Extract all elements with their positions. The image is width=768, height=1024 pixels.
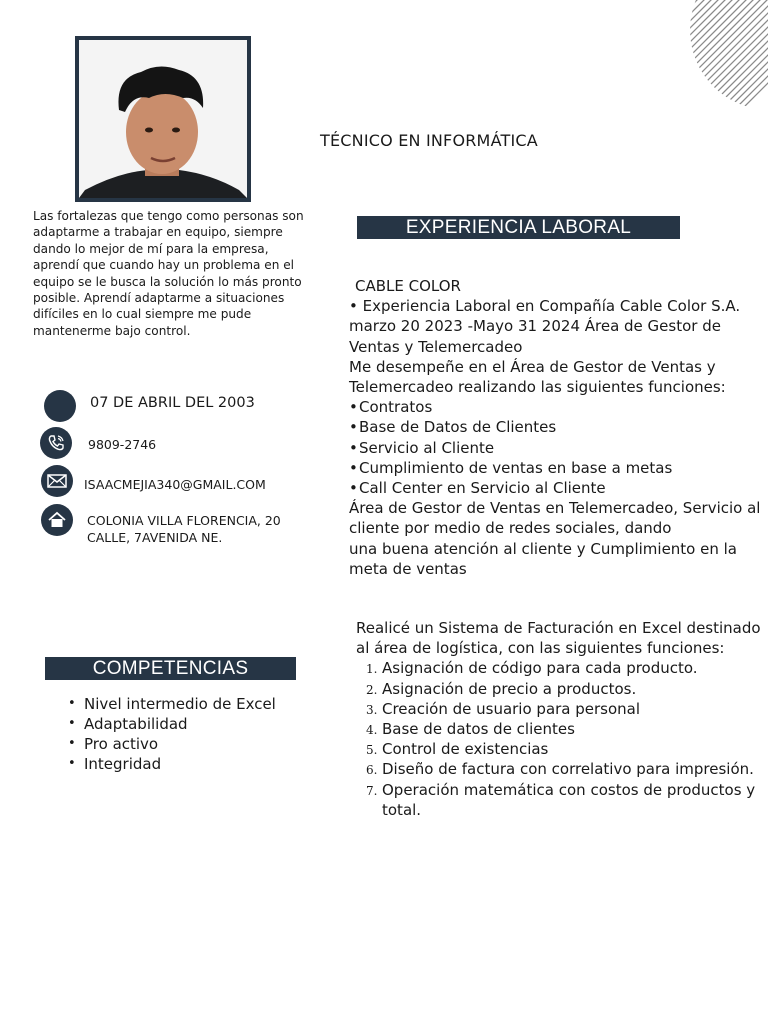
billing-list <box>356 658 761 820</box>
function-item: • Cumplimiento de ventas en base a metas <box>349 458 761 478</box>
email: ISAACMEJIA340@GMAIL.COM <box>84 477 266 492</box>
function-item: • Servicio al Cliente <box>349 438 761 458</box>
profile-photo <box>75 36 251 202</box>
billing-item: 1. Asignación de código para cada producto. <box>366 659 698 678</box>
mail-icon <box>41 465 73 497</box>
billing-item: 2. Asignación de precio a productos. <box>366 679 637 698</box>
experience-block <box>349 276 761 579</box>
birthdate: 07 DE ABRIL DEL 2003 <box>90 395 255 411</box>
phone-icon <box>40 427 72 459</box>
person-illustration <box>79 40 247 198</box>
skill-item: • Adaptabilidad <box>66 714 296 734</box>
experience-summary: • Experiencia Laboral en Compañía Cable Color S.A. marzo 20 2023 -Mayo 31 2024 Área de Gestor de Ventas y Telemercadeo <box>349 297 741 356</box>
calendar-icon <box>44 390 76 422</box>
skill-item: • Pro activo <box>66 734 296 754</box>
phone-number: 9809-2746 <box>88 437 157 452</box>
billing-item: 7. Operación matemática con costos de productos y total. <box>366 780 756 819</box>
billing-item: 6. Diseño de factura con correlativo para impresión. <box>366 760 754 779</box>
experience-closing-2: una buena atención al cliente y Cumplimiento en la meta de ventas <box>349 539 737 578</box>
billing-block <box>356 618 761 820</box>
skill-item: • Integridad <box>66 754 296 774</box>
experience-heading: EXPERIENCIA LABORAL <box>357 216 680 239</box>
function-item: • Contratos <box>349 397 761 417</box>
billing-intro: Realicé un Sistema de Facturación en Excel destinado al área de logística, con las siguientes funciones: <box>356 619 761 658</box>
experience-intro: Me desempeñe en el Área de Gestor de Ventas y Telemercadeo realizando las siguientes funciones: <box>349 357 726 397</box>
billing-item: 5. Control de existencias <box>366 740 549 759</box>
address-line-1: COLONIA VILLA FLORENCIA, 20 <box>87 513 281 528</box>
home-icon <box>41 504 73 536</box>
skills-heading: COMPETENCIAS <box>45 657 296 680</box>
company-name: CABLE COLOR <box>355 277 461 295</box>
decorative-hatched-circle <box>690 0 768 110</box>
skill-item: • Nivel intermedio de Excel <box>66 694 296 714</box>
function-item: • Base de Datos de Clientes <box>349 417 761 437</box>
job-title: TÉCNICO EN INFORMÁTICA <box>320 131 538 150</box>
skills-list <box>66 694 296 774</box>
address-line-2: CALLE, 7AVENIDA NE. <box>87 530 223 545</box>
billing-item: 3. Creación de usuario para personal <box>366 699 641 718</box>
experience-closing-1: Área de Gestor de Ventas en Telemercadeo, Servicio al cliente por medio de redes sociales, dando <box>349 499 761 538</box>
function-item: • Call Center en Servicio al Cliente <box>349 478 761 498</box>
billing-item: 4. Base de datos de clientes <box>366 720 575 739</box>
about-text: Las fortalezas que tengo como personas son adaptarme a trabajar en equipo, siempre dando lo mejor de mí para la empresa, aprendí que cuando hay un problema en el equipo se le busca la solución lo más pronto posible. Aprendí adaptarme a situaciones difíciles en lo cual siempre me pude mantenerme bajo control. <box>33 209 304 338</box>
